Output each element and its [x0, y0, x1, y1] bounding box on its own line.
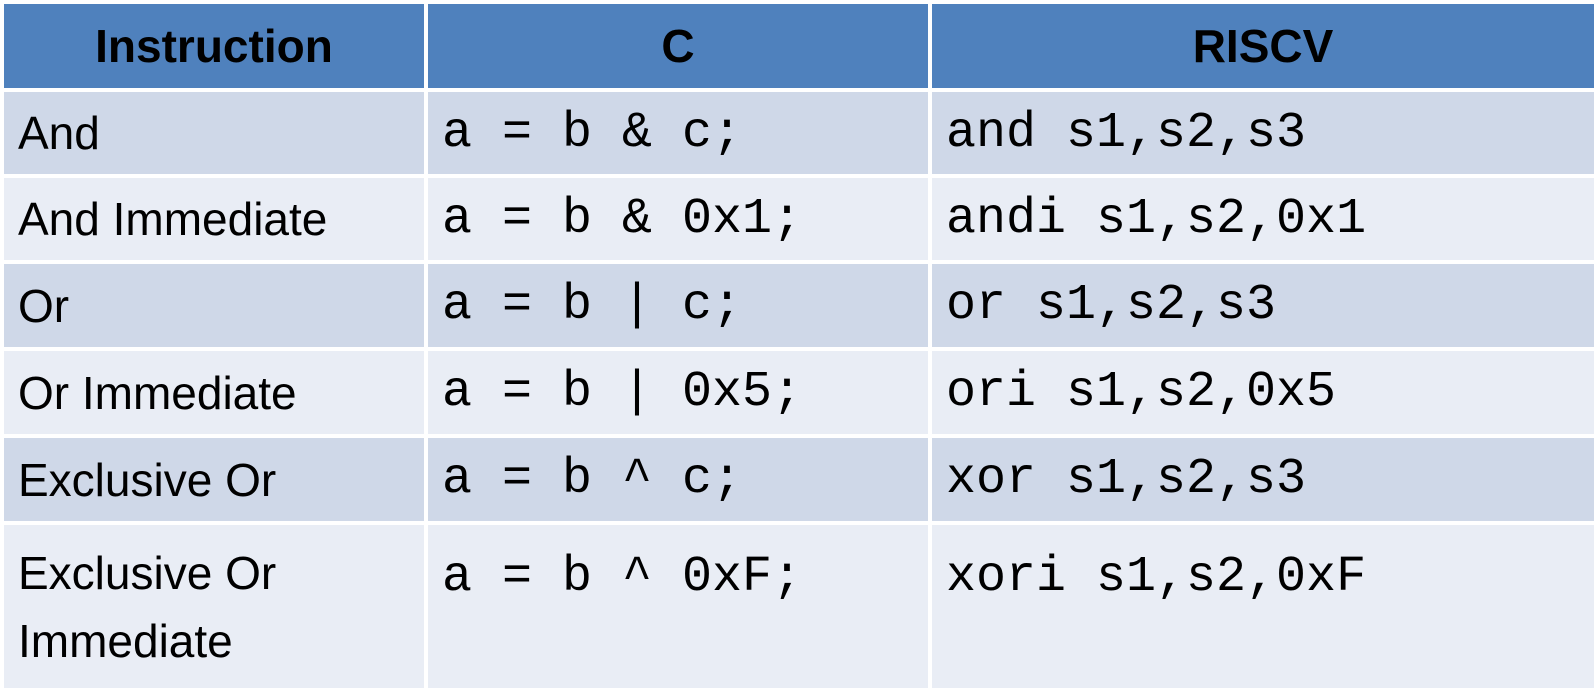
table-row [2, 262, 1594, 349]
c-code-cell: a = b ^ c; [426, 436, 930, 523]
table-header [2, 2, 1594, 90]
riscv-code-cell: xor s1,s2,s3 [930, 436, 1594, 523]
riscv-code-cell: and s1,s2,s3 [930, 90, 1594, 176]
instruction-cell: Or Immediate [2, 349, 426, 436]
instruction-cell: And Immediate [2, 176, 426, 262]
table-row [2, 523, 1594, 690]
c-code-cell: a = b | 0x5; [426, 349, 930, 436]
table-row [2, 436, 1594, 523]
riscv-code-cell: andi s1,s2,0x1 [930, 176, 1594, 262]
instruction-cell: Exclusive Or Immediate [2, 523, 426, 690]
table-row [2, 176, 1594, 262]
instruction-cell: And [2, 90, 426, 176]
header-c: C [426, 2, 930, 90]
c-code-cell: a = b & c; [426, 90, 930, 176]
riscv-code-cell: or s1,s2,s3 [930, 262, 1594, 349]
instruction-cell: Or [2, 262, 426, 349]
c-code-cell: a = b & 0x1; [426, 176, 930, 262]
c-code-cell: a = b ^ 0xF; [426, 523, 930, 690]
c-code-cell: a = b | c; [426, 262, 930, 349]
header-riscv: RISCV [930, 2, 1594, 90]
header-instruction: Instruction [2, 2, 426, 90]
header-row [2, 2, 1594, 90]
table-row [2, 90, 1594, 176]
table-row [2, 349, 1594, 436]
riscv-code-cell: ori s1,s2,0x5 [930, 349, 1594, 436]
instruction-cell: Exclusive Or [2, 436, 426, 523]
riscv-code-cell: xori s1,s2,0xF [930, 523, 1594, 690]
table-body [2, 90, 1594, 690]
